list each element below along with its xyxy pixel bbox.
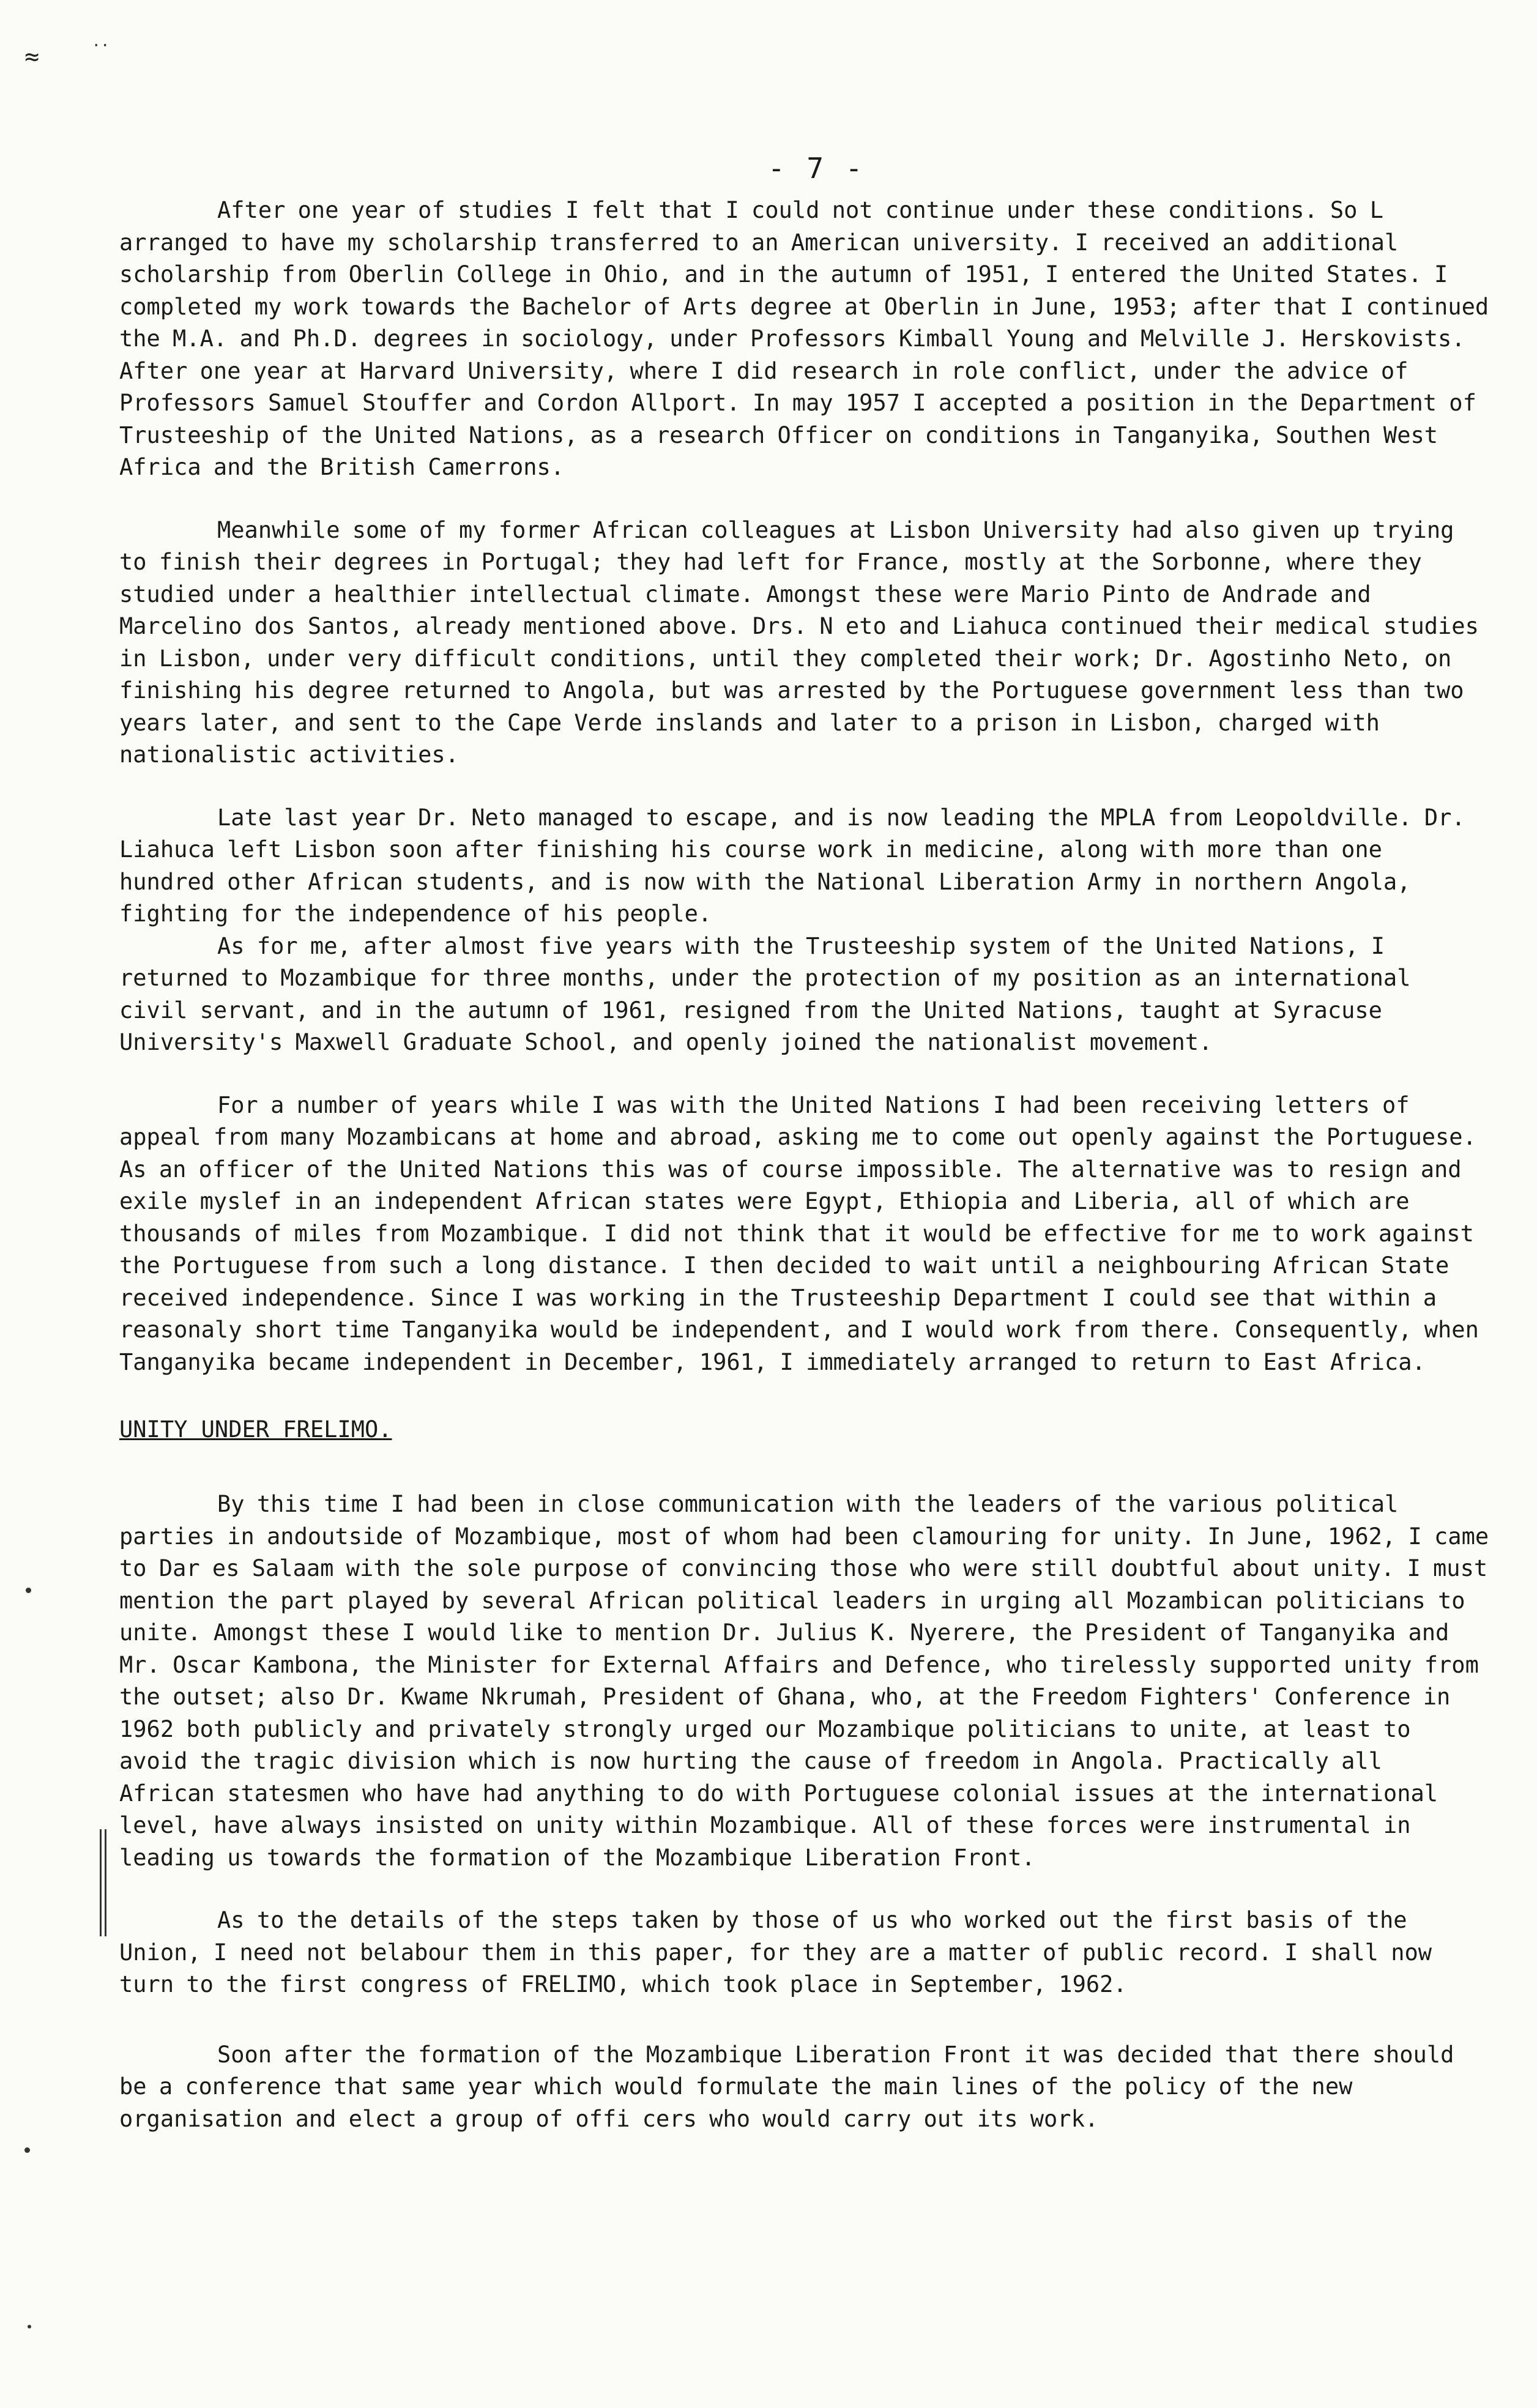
- margin-dot: [24, 2147, 30, 2153]
- paragraph-appeals: For a number of years while I was with the United Nations I had been receiving letters of appeal from many Mozambicans at home and abroad, asking me to come out openly against the Portuguese. As an officer of the United Nations this was of course impossible. The alternative was to resign and exile myslef in an independent African states were Egypt, Ethiopia and Liberia, all of which are thousands of miles from Mozambique. I did not think that it would be effective for me to work against the Portuguese from such a long distance. I then decided to wait until a neighbouring African State received independence. Since I was working in the Trusteeship Department I could see that within a reasonaly short time Tanganyika would be independent, and I would work from there. Consequently, when Tanganyika became independent in December, 1961, I immediately arranged to return to East Africa.: [119, 1091, 1479, 1375]
- paragraph-studies-abroad: After one year of studies I felt that I could not continue under these conditions. So L arranged to have my scholarship transferred to an American university. I received an additional scholarship from Oberlin College in Ohio, and in the autumn of 1951, I entered the United States. I completed my work towards the Bachelor of Arts degree at Oberlin in June, 1953; after that I continued the M.A. and Ph.D. degrees in sociology, under Professors Kimball Young and Melville J. Herskovists. After one year at Harvard University, where I did research in role conflict, under the advice of Professors Samuel Stouffer and Cordon Allport. In may 1957 I accepted a position in the Department of Trusteeship of the United Nations, as a research Officer on conditions in Tanganyika, Southen West Africa and the British Camerrons.: [119, 197, 1489, 480]
- paragraph-african-colleagues: Meanwhile some of my former African colleagues at Lisbon University had also given up trying to finish their degrees in Portugal; they had left for France, mostly at the Sorbonne, where they studied under a healthier intellectual climate. Amongst these were Mario Pinto de Andrade and Marcelino dos Santos, already mentioned above. Drs. N eto and Liahuca continued their medical studies in Lisbon, under very difficult conditions, until they completed their work; Dr. Agostinho Neto, on finishing his degree returned to Angola, but was arrested by the Portuguese government less than two years later, and sent to the Cape Verde inslands and later to a prison in Lisbon, charged with nationalistic activities.: [119, 516, 1479, 768]
- margin-double-line: [100, 1829, 106, 1936]
- paragraph-neto-escape: Late last year Dr. Neto managed to escape, and is now leading the MPLA from Leopoldville. Dr. Liahuca left Lisbon soon after finishing his course work in medicine, along with more than one hundred other African students, and is now with the National Liberation Army in northern Angola, fighting for the independence of his people.: [119, 804, 1465, 927]
- page-number: - 7 -: [768, 152, 865, 185]
- margin-dot: [28, 2325, 31, 2328]
- document-body: [119, 195, 1490, 2135]
- stray-ink-mark: ≈: [24, 43, 40, 71]
- margin-dot: [26, 1588, 31, 1593]
- paragraph-first-conference: Soon after the formation of the Mozambique Liberation Front it was decided that there should be a conference that same year which would formulate the main lines of the policy of the new organisation and elect a group of offi cers who would carry out its work.: [119, 2041, 1454, 2132]
- stray-ink-mark: ··: [92, 37, 110, 54]
- paragraph-union-details: As to the details of the steps taken by those of us who worked out the first basis of the Union, I need not belabour them in this paper, for they are a matter of public record. I shall now turn to the first congress of FRELIMO, which took place in September, 1962.: [119, 1907, 1432, 1997]
- paragraph-return-to-mozambique: As for me, after almost five years with the Trusteeship system of the United Nations, I returned to Mozambique for three months, under the protection of my position as an international civil servant, and in the autumn of 1961, resigned from the United Nations, taught at Syracuse University's Maxwell Graduate School, and openly joined the nationalist movement.: [119, 932, 1411, 1055]
- section-heading: UNITY UNDER FRELIMO.: [119, 1416, 392, 1443]
- paragraph-unity-communication: By this time I had been in close communication with the leaders of the various political parties in andoutside of Mozambique, most of whom had been clamouring for unity. In June, 1962, I came to Dar es Salaam with the sole purpose of convincing those who were still doubtful about unity. I must mention the part played by several African political leaders in urging all Mozambican politicians to unite. Amongst these I would like to mention Dr. Julius K. Nyerere, the President of Tanganyika and Mr. Oscar Kambona, the Minister for External Affairs and Defence, who tirelessly supported unity from the outset; also Dr. Kwame Nkrumah, President of Ghana, who, at the Freedom Fighters' Conference in 1962 both publicly and privately strongly urged our Mozambique politicians to unite, at least to avoid the tragic division which is now hurting the cause of freedom in Angola. Practically all African statesmen who have had anything to do with Portuguese colonial issues at the international level, have always insisted on unity within Mozambique. All of these forces were instrumental in leading us towards the formation of the Mozambique Liberation Front.: [119, 1491, 1489, 1871]
